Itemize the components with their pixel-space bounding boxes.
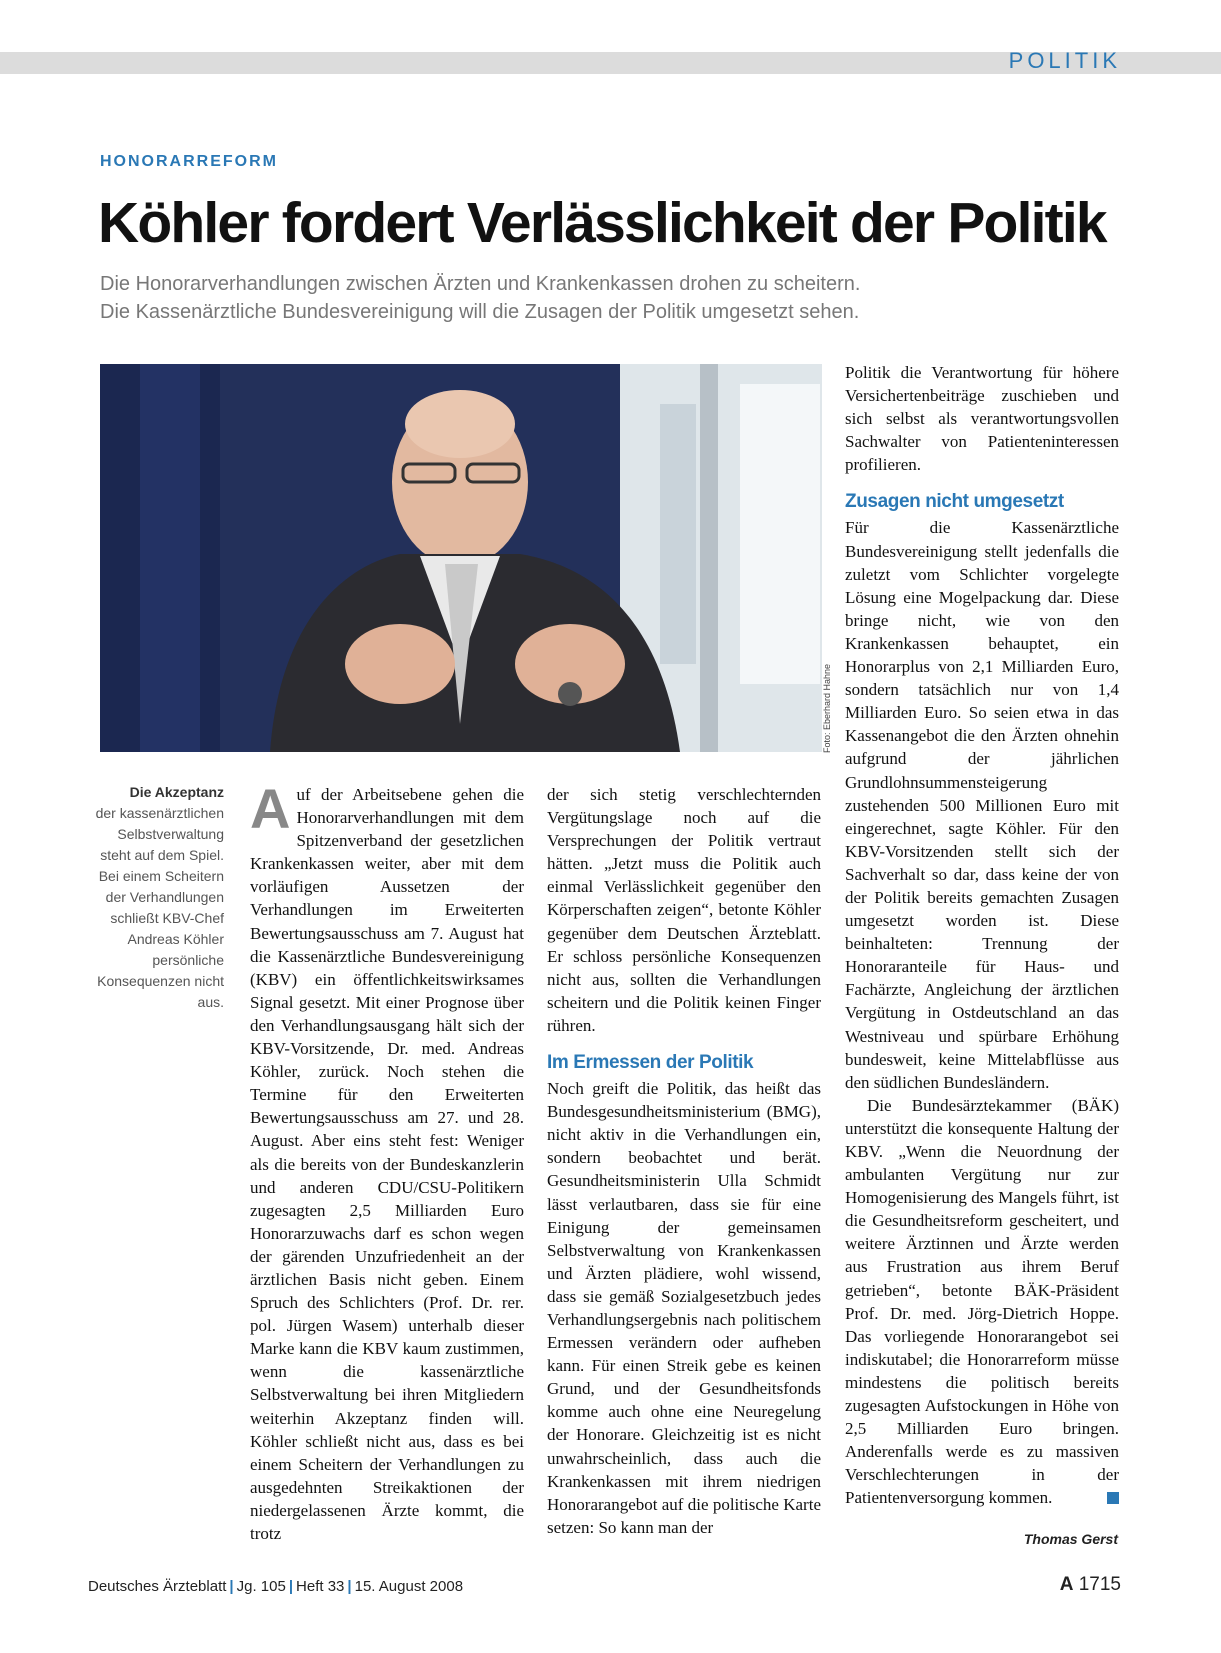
section-label: POLITIK — [1008, 48, 1121, 73]
column-1-paragraph: uf der Arbeitsebene gehen die Honorarverhandlungen mit dem Spitzenverband der gesetzlichen Krankenkassen weiter, aber mit dem vorläufigen Aussetzen der Verhandlungen im Erweiterten Bewertungsausschuss am 7. August hat die Kassenärztliche Bundesvereinigung (KBV) ein öffentlichkeitswirksames Signal gesetzt. Mit einer Prognose über den Verhandlungsausgang hält sich der KBV-Vorsitzende, Dr. med. Andreas Köhler, zurück. Noch stehen die Termine für den Erweiterten Bewertungsausschuss am 27. und 28. August. Aber eins steht fest: Weniger als die bereits von der Bundeskanzlerin und anderen CDU/CSU-Politikern zugesagten 2,5 Milliarden Euro Honorarzuwachs darf es schon wegen der gärenden Unzufriedenheit an der ärztlichen Basis nicht geben. Einem Spruch des Schlichters (Prof. Dr. rer. pol. Jürgen Wasem) unterhalb dieser Marke kann die KBV kaum zustimmen, wenn die kassenärztliche Selbstverwaltung bei ihren Mitgliedern weiterhin Akzeptanz finden will. Köhler schließt nicht aus, dass es bei einem Scheitern der Verhandlungen zu ausgedehnten Streikaktionen der niedergelassenen Ärzte kommt, die trotz — [250, 785, 524, 1543]
photo-caption — [88, 782, 224, 1013]
column-3-paragraph-3-text: Die Bundesärztekammer (BÄK) unterstützt die konsequente Haltung der KBV. „Wenn die Neuordnung der ambulanten Vergütung nur zur Homogenisierung des Mangels führt, ist die Gesundheitsreform gescheitert, und weitere Ärztinnen und Ärzte werden aus Frustration aus ihrem Beruf getrieben“, betonte BÄK-Präsident Prof. Dr. med. Jörg-Dietrich Hoppe. Das vorliegende Honorarangebot sei indiskutabel; die Honorarreform müsse mindestens die politisch bereits zugesagten Aufstockungen in Höhe von 2,5 Milliarden Euro bringen. Anderenfalls werde es zu massiven Verschlechterungen in der Patientenversorgung kommen. — [845, 1095, 1119, 1508]
article-author: Thomas Gerst — [1023, 1531, 1118, 1547]
article-column-1 — [250, 777, 524, 1545]
portrait-illustration — [100, 364, 822, 752]
footer-separator: | — [347, 1578, 352, 1595]
subtitle-line-1: Die Honorarverhandlungen zwischen Ärzten und Krankenkassen drohen zu scheitern. — [100, 273, 861, 295]
column-3-paragraph-2: Für die Kassenärztliche Bundesvereinigung stellt jedenfalls die zuletzt vom Schlichter vorgelegte Lösung eine Mogelpackung dar. Diese bringe nicht, wie von den Krankenkassen behauptet, ein Honorarplus von 2,1 Milliarden Euro, sondern tatsächlich nur von 1,4 Milliarden Euro. So seien etwa in das Kassenangebot die den Ärzten ohnehin aufgrund der jährlichen Grundlohnsummensteigerung zustehenden 500 Millionen Euro mit eingerechnet, sagte Köhler. Für den KBV-Vorsitzenden stellt sich der Sachverhalt so dar, dass keine der von der Politik bereits gemachten Zusagen umgesetzt worden ist. Diese beinhalteten: Trennung der Honoraranteile für Haus- und Fachärzte, Angleichung der ärztlichen Vergütung in Ostdeutschland an das Westniveau und spürbare Erhöhung bundesweit, keine Mittelabflüsse aus den südlichen Bundesländern. — [845, 518, 1119, 1092]
column-2-paragraph-2: Noch greift die Politik, das heißt das Bundesgesundheitsministerium (BMG), nicht aktiv in die Verhandlungen ein, sondern beobachtet und berät. Gesundheitsministerin Ulla Schmidt lässt verlautbaren, dass sie für eine Einigung der gemeinsamen Selbstverwaltung von Krankenkassen und Ärzten plädiere, wohl wissend, dass sie gemäß Sozialgesetzbuch jedes Verhandlungsergebnis nach politischem Ermessen verändern oder aufheben kann. Für einen Streik gebe es keinen Grund, und der Gesundheitsfonds komme auch ohne eine Neuregelung der Honorare. Gleichzeitig ist es nicht unwahrscheinlich, dass auch die Krankenkassen mit ihrem niedrigen Honorarangebot auf die politische Karte setzen: So kann man der — [547, 1079, 821, 1537]
subtitle-line-2: Die Kassenärztliche Bundesvereinigung will die Zusagen der Politik umgesetzt sehen. — [100, 301, 860, 323]
article-column-2 — [547, 783, 821, 1539]
footer-publication: Deutsches Ärzteblatt — [88, 1578, 227, 1595]
footer-volume: Jg. 105 — [236, 1578, 286, 1595]
footer-issue: Heft 33 — [296, 1578, 345, 1595]
caption-lead: Die Akzeptanz — [129, 784, 224, 800]
column-3-paragraph-1: Politik die Verantwortung für höhere Versichertenbeiträge zuschieben und sich selbst als verantwortungsvollen Sachwalter von Patienteninteressen profilieren. — [845, 363, 1119, 475]
column-3-paragraph-3 — [845, 1094, 1119, 1510]
article-photo — [100, 364, 822, 752]
drop-cap: A — [250, 777, 291, 840]
footer-publication-line — [88, 1578, 463, 1595]
column-2-paragraph-1: der sich stetig verschlechternden Vergütungslage noch auf die Versprechungen der Politik vertraut hätten. „Jetzt muss die Politik auch einmal Verlässlichkeit gegenüber den Körperschaften zeigen“, betonte Köhler gegenüber dem Deutschen Ärzteblatt. Er schloss persönliche Konsequenzen nicht aus, sollten die Verhandlungen scheitern und die Politik keinen Finger rühren. — [547, 785, 821, 1035]
article-column-3 — [845, 361, 1119, 1510]
photo-credit-text: Foto: Eberhard Hahne — [822, 663, 832, 753]
caption-text: der kassenärztlichen Selbstverwaltung steht auf dem Spiel. Bei einem Scheitern der Verhandlungen schließt KBV-Chef Andreas Köhler persönliche Konsequenzen nicht aus. — [95, 805, 224, 1010]
footer-page-number — [1060, 1574, 1121, 1596]
footer-date: 15. August 2008 — [354, 1578, 464, 1595]
footer-separator: | — [229, 1578, 234, 1595]
subheading-im-ermessen: Im Ermessen der Politik — [547, 1052, 754, 1074]
page-number: 1715 — [1078, 1574, 1121, 1595]
subheading-zusagen: Zusagen nicht umgesetzt — [845, 491, 1064, 513]
article-subtitle — [100, 270, 1100, 326]
page-prefix: A — [1059, 1574, 1074, 1595]
footer-separator: | — [288, 1578, 294, 1595]
photo-credit — [822, 665, 836, 755]
end-mark-icon — [1107, 1492, 1119, 1504]
article-headline: Köhler fordert Verlässlichkeit der Politik — [98, 191, 1106, 255]
article-kicker: HONORARREFORM — [100, 153, 278, 170]
